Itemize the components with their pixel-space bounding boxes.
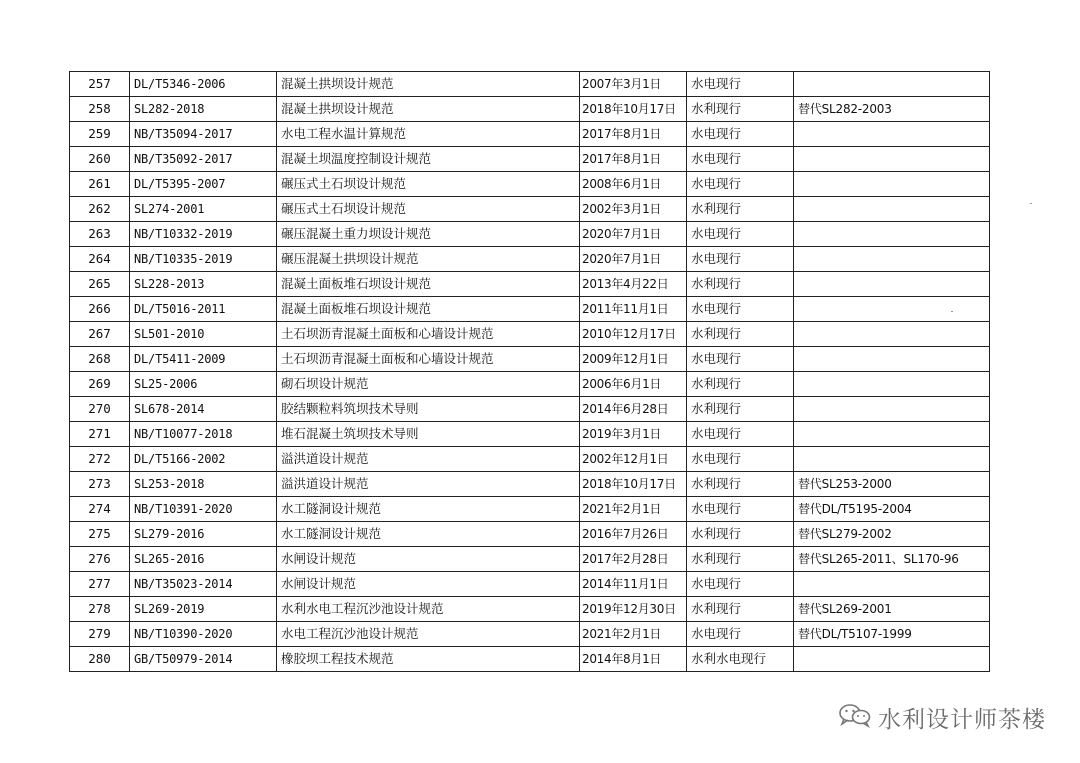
standard-code-cell: DL/T5395-2007	[130, 172, 277, 197]
table-row	[70, 347, 990, 372]
status-cell: 水电现行	[687, 172, 794, 197]
remark-cell: 替代SL269-2001	[794, 597, 990, 622]
status-cell: 水利现行	[687, 397, 794, 422]
standard-code-cell: NB/T10332-2019	[130, 222, 277, 247]
effective-date-cell: 2009年12月1日	[580, 347, 687, 372]
standard-name-cell: 水利水电工程沉沙池设计规范	[277, 597, 580, 622]
remark-cell	[794, 172, 990, 197]
scan-speck	[951, 311, 953, 312]
standard-name-cell: 碾压式土石坝设计规范	[277, 197, 580, 222]
effective-date-cell: 2021年2月1日	[580, 622, 687, 647]
standard-name-cell: 混凝土拱坝设计规范	[277, 97, 580, 122]
remark-cell	[794, 447, 990, 472]
effective-date-cell: 2017年8月1日	[580, 147, 687, 172]
standard-code-cell: NB/T35023-2014	[130, 572, 277, 597]
standard-code-cell: NB/T10390-2020	[130, 622, 277, 647]
standard-code-cell: NB/T10077-2018	[130, 422, 277, 447]
standard-code-cell: DL/T5016-2011	[130, 297, 277, 322]
standard-code-cell: SL678-2014	[130, 397, 277, 422]
standard-code-cell: SL25-2006	[130, 372, 277, 397]
table-row	[70, 597, 990, 622]
row-number-cell: 263	[70, 222, 130, 247]
effective-date-cell: 2020年7月1日	[580, 222, 687, 247]
effective-date-cell: 2008年6月1日	[580, 172, 687, 197]
row-number-cell: 270	[70, 397, 130, 422]
effective-date-cell: 2021年2月1日	[580, 497, 687, 522]
row-number-cell: 260	[70, 147, 130, 172]
remark-cell	[794, 272, 990, 297]
table-row	[70, 97, 990, 122]
row-number-cell: 268	[70, 347, 130, 372]
remark-cell	[794, 122, 990, 147]
standard-name-cell: 混凝土面板堆石坝设计规范	[277, 272, 580, 297]
status-cell: 水电现行	[687, 572, 794, 597]
row-number-cell: 275	[70, 522, 130, 547]
row-number-cell: 273	[70, 472, 130, 497]
status-cell: 水利现行	[687, 197, 794, 222]
remark-cell	[794, 222, 990, 247]
standard-code-cell: DL/T5411-2009	[130, 347, 277, 372]
standard-name-cell: 水闸设计规范	[277, 547, 580, 572]
remark-cell: 替代SL282-2003	[794, 97, 990, 122]
standard-code-cell: SL279-2016	[130, 522, 277, 547]
table-row	[70, 647, 990, 672]
row-number-cell: 265	[70, 272, 130, 297]
effective-date-cell: 2011年11月1日	[580, 297, 687, 322]
row-number-cell: 264	[70, 247, 130, 272]
row-number-cell: 278	[70, 597, 130, 622]
remark-cell: 替代DL/T5195-2004	[794, 497, 990, 522]
row-number-cell: 266	[70, 297, 130, 322]
standard-name-cell: 水电工程水温计算规范	[277, 122, 580, 147]
standards-table	[69, 71, 990, 672]
effective-date-cell: 2019年3月1日	[580, 422, 687, 447]
effective-date-cell: 2014年11月1日	[580, 572, 687, 597]
table-row	[70, 622, 990, 647]
effective-date-cell: 2018年10月17日	[580, 472, 687, 497]
status-cell: 水电现行	[687, 122, 794, 147]
standard-code-cell: GB/T50979-2014	[130, 647, 277, 672]
status-cell: 水利现行	[687, 322, 794, 347]
remark-cell	[794, 197, 990, 222]
effective-date-cell: 2007年3月1日	[580, 72, 687, 97]
row-number-cell: 269	[70, 372, 130, 397]
table-row	[70, 422, 990, 447]
remark-cell: 替代DL/T5107-1999	[794, 622, 990, 647]
scan-speck	[1030, 203, 1032, 204]
status-cell: 水电现行	[687, 347, 794, 372]
effective-date-cell: 2020年7月1日	[580, 247, 687, 272]
table-row	[70, 447, 990, 472]
status-cell: 水利现行	[687, 272, 794, 297]
effective-date-cell: 2017年2月28日	[580, 547, 687, 572]
remark-cell: 替代SL265-2011、SL170-96	[794, 547, 990, 572]
row-number-cell: 271	[70, 422, 130, 447]
table-row	[70, 72, 990, 97]
table-row	[70, 297, 990, 322]
status-cell: 水电现行	[687, 72, 794, 97]
standard-name-cell: 混凝土坝温度控制设计规范	[277, 147, 580, 172]
table-row	[70, 147, 990, 172]
remark-cell	[794, 422, 990, 447]
status-cell: 水利现行	[687, 547, 794, 572]
watermark	[838, 700, 1046, 734]
table-row	[70, 397, 990, 422]
status-cell: 水电现行	[687, 497, 794, 522]
remark-cell: 替代SL279-2002	[794, 522, 990, 547]
standard-code-cell: SL501-2010	[130, 322, 277, 347]
row-number-cell: 276	[70, 547, 130, 572]
status-cell: 水电现行	[687, 147, 794, 172]
table-row	[70, 272, 990, 297]
effective-date-cell: 2017年8月1日	[580, 122, 687, 147]
effective-date-cell: 2002年12月1日	[580, 447, 687, 472]
remark-cell	[794, 647, 990, 672]
table-row	[70, 222, 990, 247]
row-number-cell: 258	[70, 97, 130, 122]
standard-name-cell: 水工隧洞设计规范	[277, 522, 580, 547]
remark-cell	[794, 397, 990, 422]
table-row	[70, 547, 990, 572]
standard-code-cell: SL282-2018	[130, 97, 277, 122]
status-cell: 水电现行	[687, 297, 794, 322]
row-number-cell: 280	[70, 647, 130, 672]
standard-name-cell: 水工隧洞设计规范	[277, 497, 580, 522]
standard-name-cell: 碾压混凝土重力坝设计规范	[277, 222, 580, 247]
row-number-cell: 274	[70, 497, 130, 522]
standard-code-cell: SL253-2018	[130, 472, 277, 497]
standard-name-cell: 混凝土拱坝设计规范	[277, 72, 580, 97]
standard-code-cell: NB/T10335-2019	[130, 247, 277, 272]
standard-name-cell: 碾压混凝土拱坝设计规范	[277, 247, 580, 272]
remark-cell	[794, 72, 990, 97]
standard-code-cell: NB/T35094-2017	[130, 122, 277, 147]
row-number-cell: 277	[70, 572, 130, 597]
row-number-cell: 257	[70, 72, 130, 97]
row-number-cell: 279	[70, 622, 130, 647]
standard-name-cell: 砌石坝设计规范	[277, 372, 580, 397]
standard-name-cell: 溢洪道设计规范	[277, 447, 580, 472]
standard-name-cell: 胶结颗粒料筑坝技术导则	[277, 397, 580, 422]
remark-cell	[794, 247, 990, 272]
effective-date-cell: 2014年8月1日	[580, 647, 687, 672]
standard-name-cell: 水电工程沉沙池设计规范	[277, 622, 580, 647]
table-row	[70, 497, 990, 522]
status-cell: 水利现行	[687, 472, 794, 497]
standard-code-cell: NB/T35092-2017	[130, 147, 277, 172]
table-row	[70, 322, 990, 347]
status-cell: 水利现行	[687, 97, 794, 122]
standard-name-cell: 混凝土面板堆石坝设计规范	[277, 297, 580, 322]
table-row	[70, 197, 990, 222]
standard-name-cell: 土石坝沥青混凝土面板和心墙设计规范	[277, 322, 580, 347]
row-number-cell: 267	[70, 322, 130, 347]
standard-name-cell: 水闸设计规范	[277, 572, 580, 597]
watermark-text: 水利设计师茶楼	[878, 706, 1046, 733]
standard-name-cell: 橡胶坝工程技术规范	[277, 647, 580, 672]
table-row	[70, 572, 990, 597]
effective-date-cell: 2018年10月17日	[580, 97, 687, 122]
standard-code-cell: SL228-2013	[130, 272, 277, 297]
table-row	[70, 172, 990, 197]
standard-name-cell: 土石坝沥青混凝土面板和心墙设计规范	[277, 347, 580, 372]
remark-cell	[794, 322, 990, 347]
effective-date-cell: 2010年12月17日	[580, 322, 687, 347]
remark-cell	[794, 572, 990, 597]
status-cell: 水电现行	[687, 222, 794, 247]
remark-cell	[794, 297, 990, 322]
row-number-cell: 262	[70, 197, 130, 222]
table-row	[70, 372, 990, 397]
standard-name-cell: 碾压式土石坝设计规范	[277, 172, 580, 197]
table-row	[70, 247, 990, 272]
standard-code-cell: SL265-2016	[130, 547, 277, 572]
effective-date-cell: 2013年4月22日	[580, 272, 687, 297]
status-cell: 水电现行	[687, 422, 794, 447]
status-cell: 水利现行	[687, 522, 794, 547]
status-cell: 水电现行	[687, 247, 794, 272]
remark-cell	[794, 347, 990, 372]
standard-code-cell: SL274-2001	[130, 197, 277, 222]
table-body	[70, 72, 990, 672]
table-row	[70, 472, 990, 497]
effective-date-cell: 2002年3月1日	[580, 197, 687, 222]
status-cell: 水利水电现行	[687, 647, 794, 672]
standard-name-cell: 堆石混凝土筑坝技术导则	[277, 422, 580, 447]
wechat-icon	[838, 702, 872, 732]
effective-date-cell: 2014年6月28日	[580, 397, 687, 422]
row-number-cell: 259	[70, 122, 130, 147]
remark-cell	[794, 372, 990, 397]
standard-code-cell: DL/T5346-2006	[130, 72, 277, 97]
standard-code-cell: DL/T5166-2002	[130, 447, 277, 472]
status-cell: 水电现行	[687, 447, 794, 472]
status-cell: 水利现行	[687, 372, 794, 397]
standard-code-cell: NB/T10391-2020	[130, 497, 277, 522]
table-row	[70, 122, 990, 147]
remark-cell	[794, 147, 990, 172]
row-number-cell: 261	[70, 172, 130, 197]
table-row	[70, 522, 990, 547]
effective-date-cell: 2006年6月1日	[580, 372, 687, 397]
standard-name-cell: 溢洪道设计规范	[277, 472, 580, 497]
status-cell: 水利现行	[687, 597, 794, 622]
effective-date-cell: 2019年12月30日	[580, 597, 687, 622]
remark-cell: 替代SL253-2000	[794, 472, 990, 497]
status-cell: 水电现行	[687, 622, 794, 647]
standard-code-cell: SL269-2019	[130, 597, 277, 622]
row-number-cell: 272	[70, 447, 130, 472]
effective-date-cell: 2016年7月26日	[580, 522, 687, 547]
